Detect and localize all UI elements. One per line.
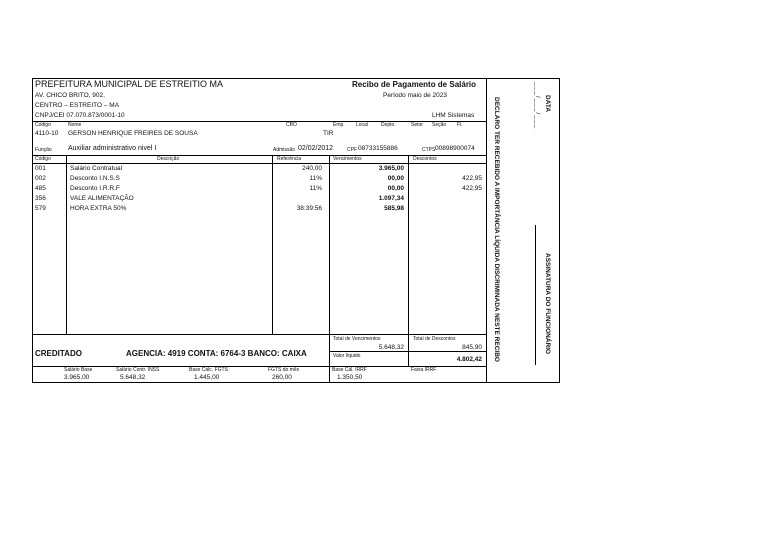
employer-cnpj: CNPJ/CEI 07.070.873/0001-10 <box>35 112 125 119</box>
label-depto: Depto. <box>381 122 396 128</box>
date-placeholder: ___/___/___ <box>534 82 541 130</box>
row-earnings: 00,00 <box>387 175 404 182</box>
th-description: Descrição <box>157 156 180 162</box>
employee-admission: 02/02/2012 <box>298 145 334 152</box>
th-earnings: Vencimentos <box>333 156 362 162</box>
period: Período maio de 2023 <box>383 92 447 99</box>
net-value: 4.802,42 <box>456 356 482 363</box>
label-setor: Setor <box>411 122 423 128</box>
row-earnings: 585,98 <box>384 205 404 212</box>
row-code: 002 <box>35 175 46 182</box>
label-admission: Admissão <box>273 147 295 153</box>
employee-ctps: 00898900074 <box>435 145 475 152</box>
row-deductions: 422,95 <box>462 175 482 182</box>
employee-code: 4110-10 <box>35 130 59 137</box>
label-cpf: CPF <box>347 147 357 153</box>
row-deductions: 422,95 <box>462 185 482 192</box>
table-bottom-line <box>32 334 487 335</box>
total-earnings-label: Total de Vencimentos <box>333 336 381 342</box>
row-reference: 11% <box>309 185 322 192</box>
label-code: Código <box>35 122 51 128</box>
payment-status: CREDITADO <box>35 349 82 358</box>
label-ctps: CTPS <box>422 147 436 153</box>
label-fl: Fl. <box>457 122 463 128</box>
row-code: 356 <box>35 195 46 202</box>
base-value: 260,00 <box>272 374 292 381</box>
row-description: Desconto I.R.R.F <box>70 185 120 192</box>
col-line-2 <box>272 155 273 335</box>
row-reference: 11% <box>309 175 322 182</box>
system-name: LHM Sistemas <box>432 112 475 119</box>
base-value: 1.445,00 <box>194 374 220 381</box>
total-earnings: 5.648,32 <box>378 344 404 351</box>
row-description: HORA EXTRA 50% <box>70 205 127 212</box>
bank-details: AGENCIA: 4919 CONTA: 6764-3 BANCO: CAIXA <box>126 349 307 358</box>
base-label: Faixa IRRF <box>411 367 437 373</box>
row-earnings: 3.965,00 <box>378 165 404 172</box>
employee-cpf: 08733155886 <box>358 145 398 152</box>
label-secao: Seção <box>432 122 447 128</box>
employer-name: PREFEITURA MUNICIPAL DE ESTREITIO MA <box>35 79 224 89</box>
date-label: DATA <box>544 95 551 113</box>
base-value: 1.350,50 <box>337 374 363 381</box>
employee-emp: TIR <box>323 130 334 137</box>
employee-function: Auxiliar administrativo nivel I <box>68 145 157 152</box>
employee-name: GERSON HENRIQUE FREIRES DE SOUSA <box>68 130 198 137</box>
employer-city: CENTRO – ESTREITO – MA <box>35 102 120 109</box>
label-local: Local <box>356 122 368 128</box>
frame-divider-receipt <box>486 78 487 383</box>
signature-label: ASSINATURA DO FUNCIONÁRIO <box>544 253 551 355</box>
row-description: VALE ALIMENTAÇÃO <box>70 195 134 202</box>
frame-bottom <box>32 382 560 383</box>
th-reference: Referência <box>277 156 302 162</box>
base-label: FGTS do mês <box>268 367 300 373</box>
base-label: Base Cálc. FGTS <box>189 367 228 373</box>
frame-right <box>559 78 560 383</box>
label-cbo: CBO <box>286 122 297 128</box>
row-code: 579 <box>35 205 46 212</box>
document-title: Recibo de Pagamento de Salário <box>352 80 477 89</box>
col-line-1 <box>66 155 67 335</box>
row-code: 485 <box>35 185 46 192</box>
total-deductions: 845,90 <box>462 344 482 351</box>
base-label: Base Cál. IRRF <box>332 367 367 373</box>
label-name: Nome <box>68 122 82 128</box>
row-reference: 38:39:56 <box>296 205 322 212</box>
th-deductions: Descontos <box>413 156 437 162</box>
row-code: 001 <box>35 165 46 172</box>
row-description: Desconto I.N.S.S <box>70 175 120 182</box>
label-function: Função <box>35 147 52 153</box>
employer-address: AV. CHICO BRITO, 902, <box>35 92 105 99</box>
row-earnings: 00,00 <box>387 185 404 192</box>
declaration-text: DECLARO TER RECEBIDO A IMPORTÂNCIA LÍQUIDA DISCRIMINADA NESTE RECIBO <box>493 97 500 362</box>
row-description: Salário Contratual <box>70 165 123 172</box>
row-reference: 240,00 <box>302 165 322 172</box>
net-label: Valor líquido <box>333 353 361 359</box>
base-label: Salário Contr. INSS <box>116 367 160 373</box>
th-code: Código <box>35 156 51 162</box>
base-value: 3.965,00 <box>64 374 90 381</box>
total-deductions-label: Total de Descontos <box>413 336 456 342</box>
table-header-line <box>32 163 487 164</box>
base-label: Salário Base <box>64 367 93 373</box>
base-value: 5.648,32 <box>120 374 146 381</box>
label-emp: Emp. <box>333 122 345 128</box>
frame-left <box>32 78 33 383</box>
row-earnings: 1.097,34 <box>378 195 404 202</box>
signature-line <box>535 225 536 365</box>
net-line <box>329 351 487 352</box>
